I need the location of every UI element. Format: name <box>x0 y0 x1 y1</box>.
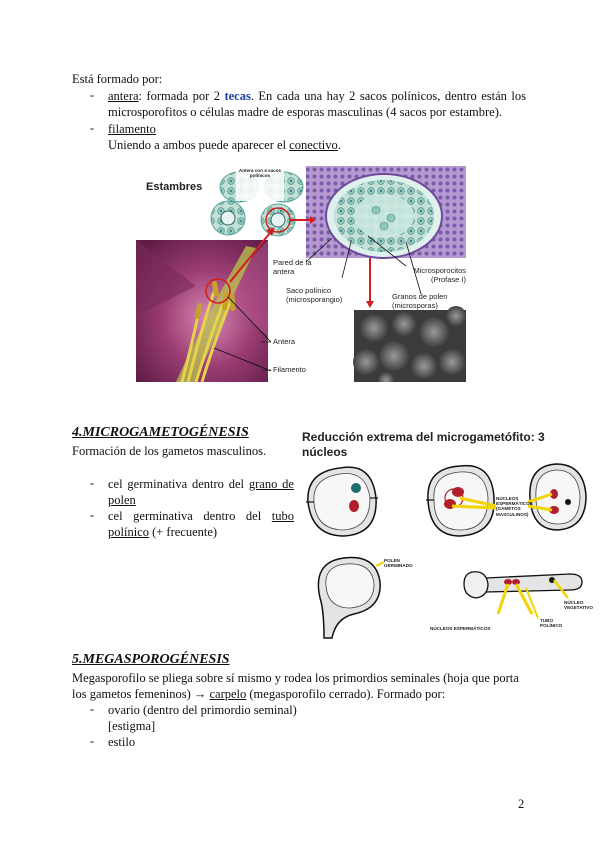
pollen-sac-micrograph <box>306 166 466 258</box>
tecas-term: tecas <box>224 89 251 103</box>
antera-text-a: : formada por 2 <box>138 89 225 103</box>
micro-item-1 <box>108 476 294 508</box>
micro-intro: Formación de los gametos masculinos. <box>72 444 267 458</box>
estilo-item: estilo <box>108 735 136 749</box>
carpelo-term: carpelo <box>209 687 247 701</box>
mega-paragraph-b: (megasporofilo cerrado). Formado por: <box>246 687 446 701</box>
ovario-item: ovario (dentro del primordio seminal) <box>108 703 297 717</box>
antera-text-b: . En cada una hay 2 sacos polínicos, dentro están los microsporofitos o células madre de esporas masculinas (4 sacos por estambre). <box>108 89 526 119</box>
microgametofito-title: Reducción extrema del microgametófito: 3 núcleos <box>302 430 545 459</box>
nucleos-espermaticos-label: NÚCLEOS ESPERMÁTICOS (GAMETOS MASCULINOS) <box>496 496 533 517</box>
bullet-dash: - <box>90 702 95 716</box>
union-suffix: . <box>337 138 341 152</box>
pollen-grains-sem <box>353 306 466 382</box>
microsporocitos-label: Microsporocitos (Profase I) <box>413 266 466 284</box>
nucleos-espermaticos-label-2: NÚCLEOS ESPERMÁTICOS <box>430 626 491 631</box>
micro-item-1-prefix: cel germinativa dentro del <box>108 477 249 491</box>
antera-label: Antera <box>273 337 296 346</box>
bullet-dash: - <box>90 734 95 748</box>
bullet-dash: - <box>90 508 95 522</box>
filamento-label: Filamento <box>273 365 306 374</box>
antera-paragraph <box>108 88 526 120</box>
page-number: 2 <box>518 797 525 811</box>
polen-germinado-label: POLEN GERMINADO <box>384 558 413 569</box>
estigma-item: [estigma] <box>108 719 156 733</box>
estambres-title: Estambres <box>146 181 203 193</box>
bullet-dash: - <box>90 121 95 135</box>
megasporogenesis-heading: 5.MEGASPOROGÉNESIS <box>72 652 230 667</box>
tubo-polinico-term: tubo polínico <box>108 509 294 539</box>
conectivo-line <box>108 137 341 153</box>
antera-term: antera <box>108 89 139 103</box>
granos-label: Granos de polen (microsporas) <box>392 292 448 310</box>
microgametofito-figure <box>300 458 593 640</box>
bullet-dash: - <box>90 476 95 490</box>
lily-flower-photo <box>136 240 271 382</box>
pollen-grain-1 <box>306 467 378 536</box>
germinated-pollen <box>318 558 384 639</box>
intro-text: Está formado por: <box>72 72 163 86</box>
pollen-grain-2 <box>426 466 494 536</box>
conectivo-term: conectivo <box>289 138 338 152</box>
microgametogenesis-heading: 4.MICROGAMETOGÉNESIS <box>72 425 249 440</box>
cross-section-label: Antera con 4 sacos polínicos <box>238 168 282 179</box>
micro-item-2 <box>108 508 294 540</box>
union-prefix: Uniendo a ambos puede aparecer el <box>108 138 290 152</box>
nucleo-vegetativo-label: NÚCLEO VEGETATIVO <box>564 600 593 611</box>
estambres-figure <box>136 166 466 382</box>
microgametofito-art <box>300 458 593 640</box>
micro-item-2-suffix: (+ frecuente) <box>148 525 218 539</box>
bullet-dash: - <box>90 88 95 102</box>
mega-paragraph <box>72 670 532 702</box>
grano-polen-term: grano de polen <box>108 477 294 507</box>
anther-cross-section <box>206 169 306 240</box>
filamento-term-text: filamento <box>108 122 156 136</box>
filamento-term <box>108 121 156 137</box>
saco-label: Saco polínico (microsporangio) <box>286 286 343 304</box>
mega-paragraph-a: Megasporofilo se pliega sobre sí mismo y rodea los primordios seminales (hoja que porta los gametos femeninos) → <box>72 671 519 701</box>
micro-item-2-prefix: cel germinativa dentro del <box>108 509 272 523</box>
pared-label: Pared de la antera <box>273 258 312 276</box>
pollen-tube <box>464 572 582 618</box>
tubo-polinico-label: TUBO POLÍNICO <box>540 618 563 629</box>
